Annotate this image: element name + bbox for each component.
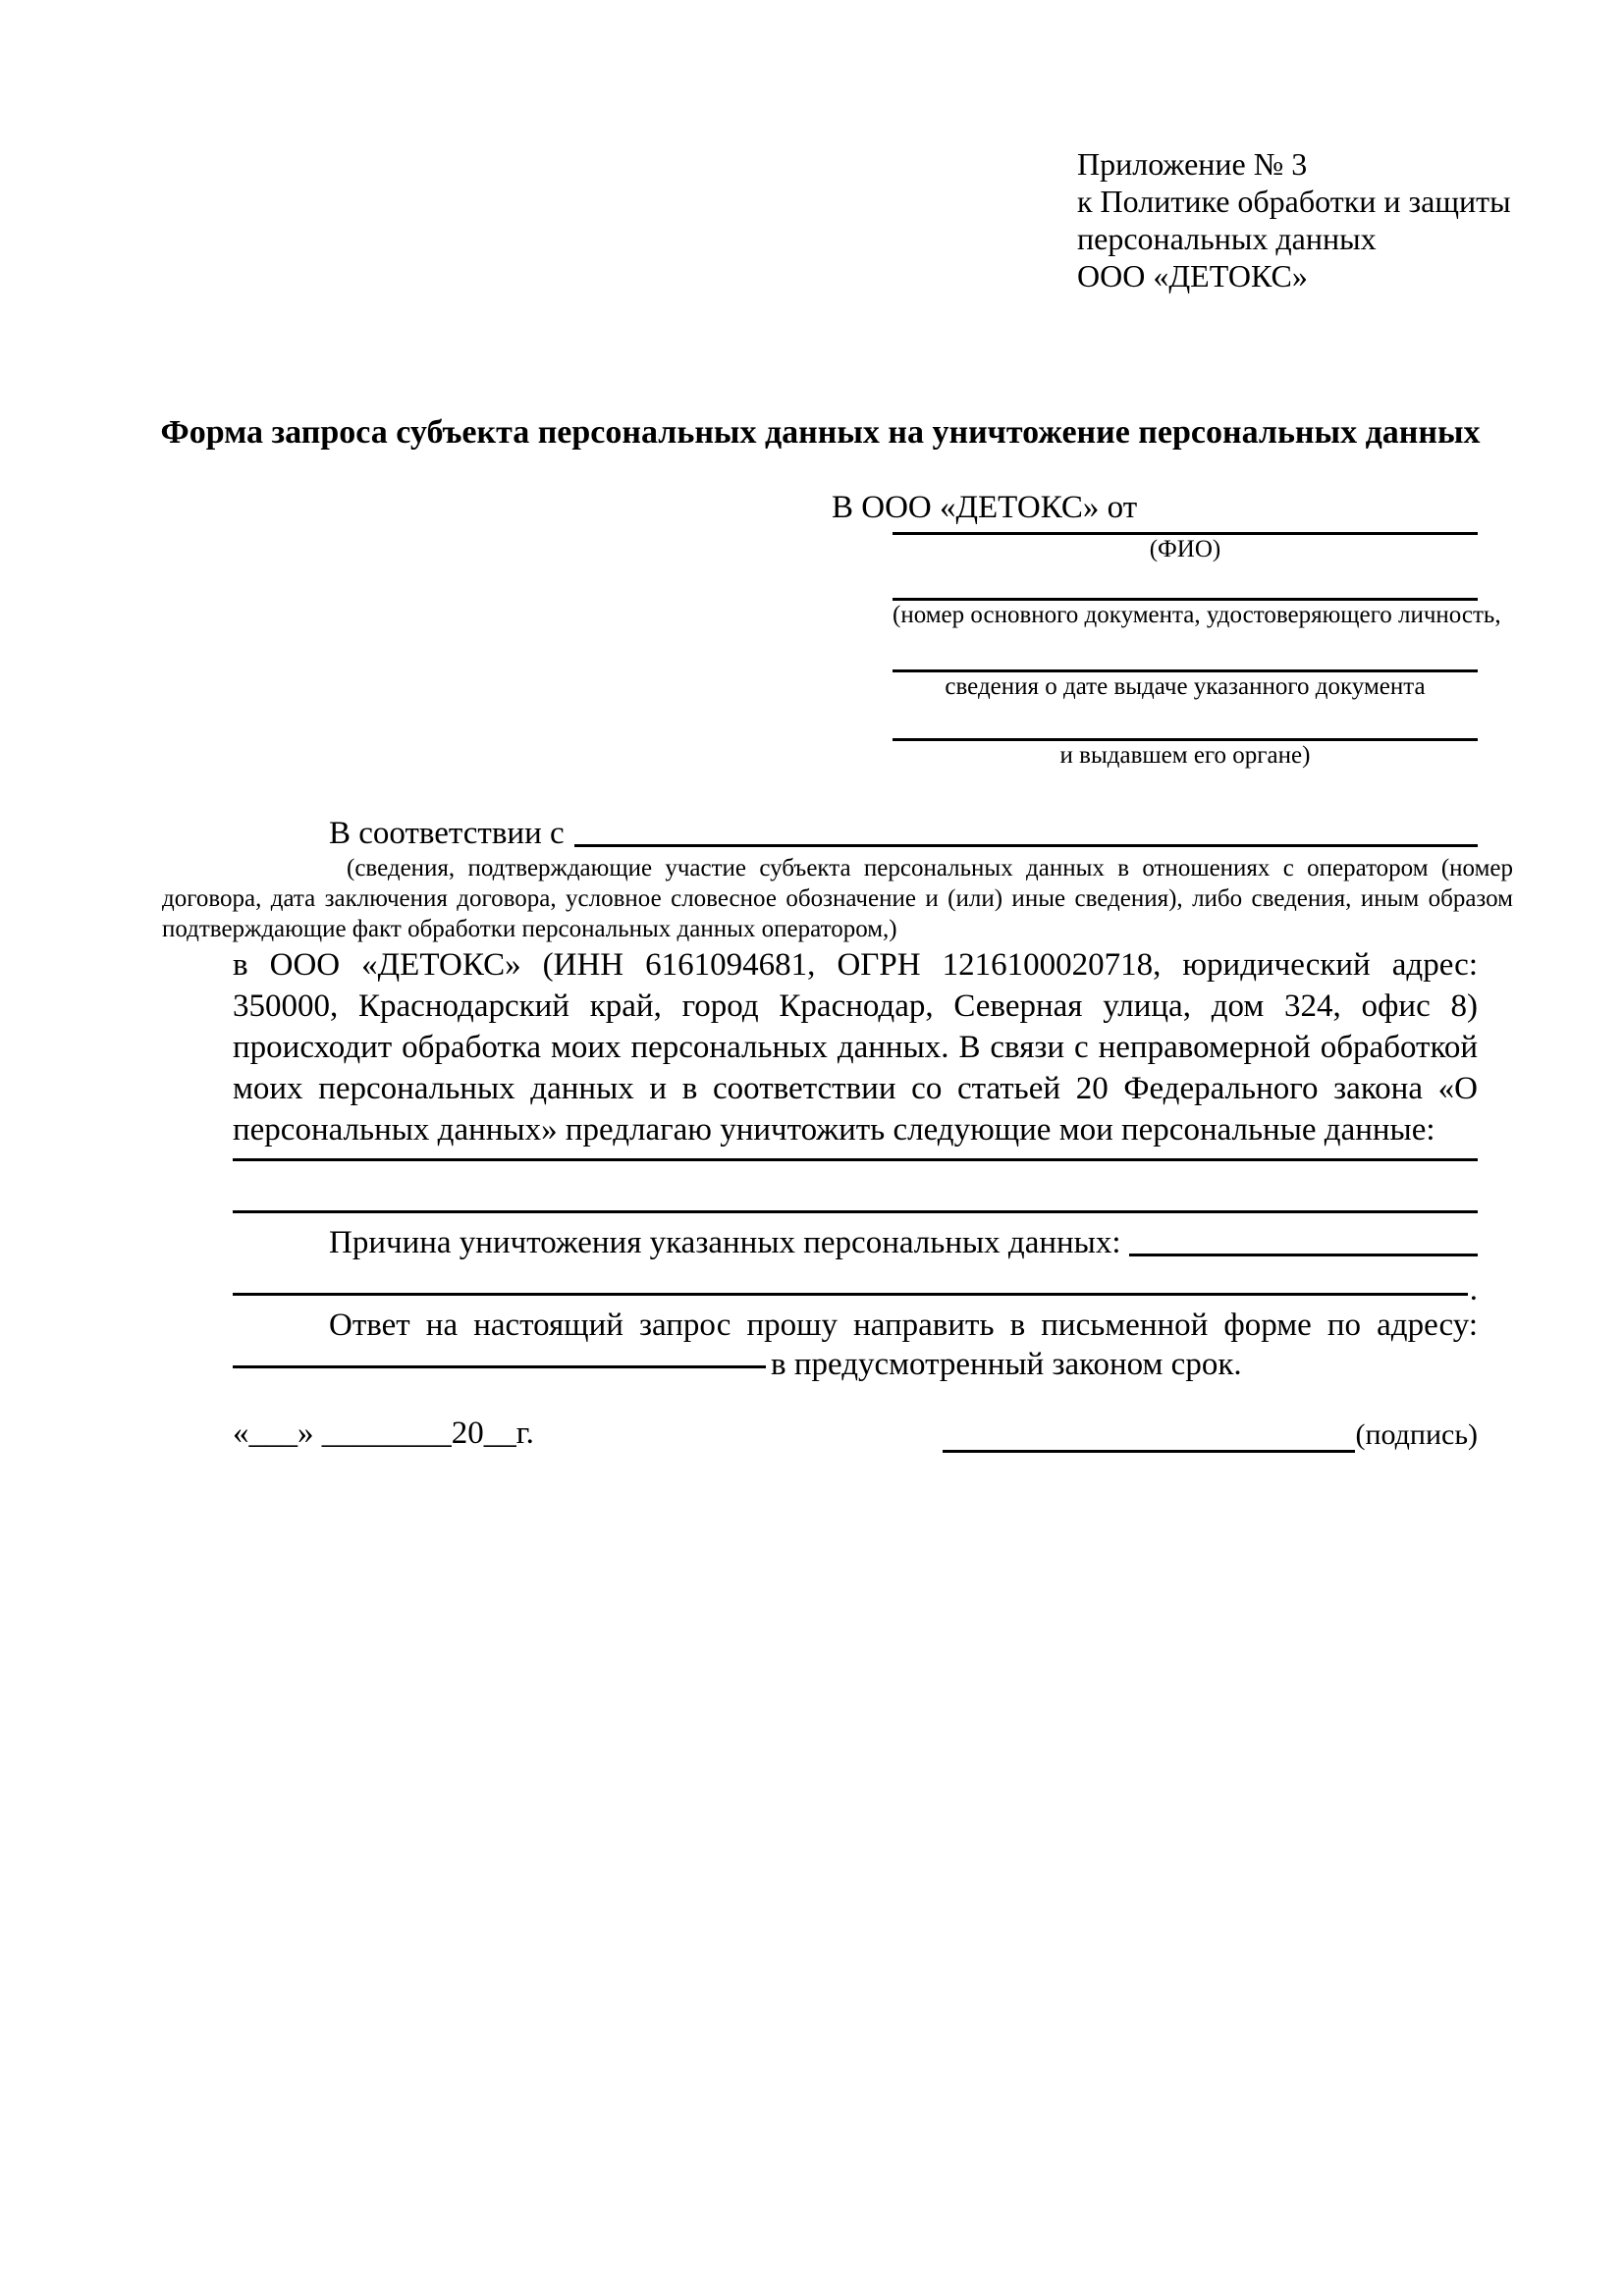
field-row-doc-date (893, 669, 1478, 702)
line-terminator: . (1469, 1272, 1478, 1308)
field-row-fio (893, 532, 1478, 564)
signature-caption: (подпись) (1355, 1418, 1478, 1451)
field-row-doc-number (893, 598, 1501, 630)
explanatory-note: (сведения, подтверждающие участие субъекта персональных данных в отношениях с оператором (номер договора, дата заключения договора, условное словесное обозначение и (или) иные сведения), либо сведения, иным образом подтверждающие факт обработки персональных данных оператором,) (162, 855, 1513, 942)
accordance-label: В соответствии с (329, 816, 565, 851)
doc-number-caption: (номер основного документа, удостоверяющего личность, (893, 602, 1501, 628)
annex-line: персональных данных (1077, 221, 1377, 256)
response-request-text: Ответ на настоящий запрос прошу направить в письменной форме по адресу: (329, 1308, 1478, 1343)
recipient-fields (893, 532, 1501, 771)
reason-blank-line (1129, 1223, 1478, 1256)
date-signature-row (233, 1414, 1478, 1453)
accordance-blank-line (574, 814, 1478, 847)
reason-row (233, 1223, 1478, 1262)
blank-line (233, 1293, 1468, 1296)
signature-blank-line (943, 1424, 1355, 1453)
data-blank-line-2 (233, 1210, 1478, 1213)
data-blank-line-1 (233, 1158, 1478, 1161)
recipient-line: В ООО «ДЕТОКС» от (832, 490, 1138, 525)
field-row-doc-issuer (893, 738, 1478, 771)
annex-line: к Политике обработки и защиты (1077, 184, 1511, 219)
doc-date-caption: сведения о дате выдаче указанного документа (945, 673, 1426, 700)
signature-group (943, 1417, 1478, 1453)
date-blank: «___» ________20__г. (233, 1415, 534, 1451)
response-request (233, 1306, 1478, 1345)
accordance-row (233, 814, 1478, 853)
statement-paragraph: в ООО «ДЕТОКС» (ИНН 6161094681, ОГРН 1216100020718, юридический адрес: 350000, Краснодарский край, город Краснодар, Северная улица, дом 324, офис 8) происходит обработка моих персональных данных. В связи с неправомерной обработкой моих персональных данных и в соответствии со статьей 20 Федерального закона «О персональных данных» предлагаю уничтожить следующие мои персональные данные: (233, 947, 1478, 1148)
response-tail-text: в предусмотренный законом срок. (771, 1347, 1242, 1382)
document-content (160, 0, 1513, 1453)
doc-issuer-caption: и выдавшем его органе) (1059, 742, 1311, 769)
reason-blank-line-2 (233, 1272, 1478, 1308)
annex-line: ООО «ДЕТОКС» (1077, 258, 1308, 294)
response-address-row (233, 1345, 1478, 1384)
annex-line: Приложение № 3 (1077, 146, 1308, 182)
form-title: Форма запроса субъекта персональных данных на уничтожение персональных данных (160, 414, 1481, 451)
fio-caption: (ФИО) (1149, 536, 1221, 562)
annex-block (1077, 145, 1511, 294)
address-blank-line (233, 1345, 766, 1368)
reason-label: Причина уничтожения указанных персональных данных: (329, 1225, 1121, 1260)
